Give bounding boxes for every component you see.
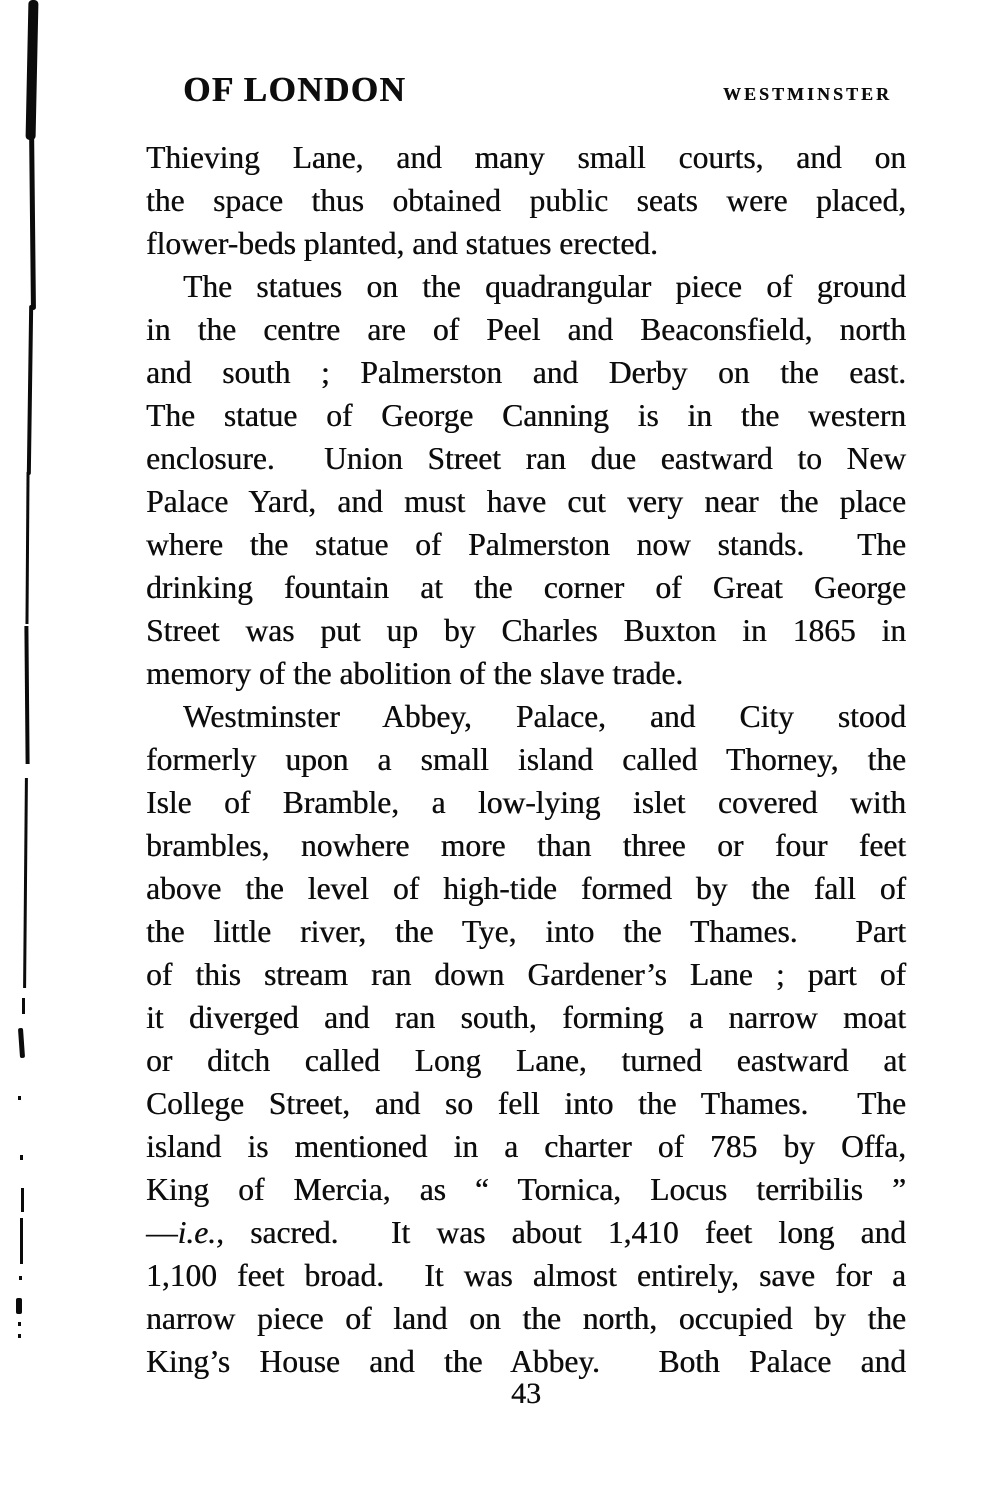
page-number: 43 — [511, 1377, 541, 1410]
text-line: Isle of Bramble, a low-lying islet covered with — [146, 785, 906, 820]
text-line: the little river, the Tye, into the Thames. Part — [146, 914, 906, 949]
page-title: OF LONDON — [183, 70, 407, 109]
text-line: brambles, nowhere more than three or four feet — [146, 828, 906, 863]
scan-artifact — [25, 472, 29, 624]
text-line: and south ; Palmerston and Derby on the east. — [146, 355, 906, 390]
text-line: narrow piece of land on the north, occupied by the — [146, 1301, 906, 1336]
text-line: Palace Yard, and must have cut very near the place — [146, 484, 906, 519]
text-line: King of Mercia, as “ Tornica, Locus terribilis ” — [146, 1172, 906, 1207]
scan-artifact — [18, 1322, 21, 1326]
text-line: drinking fountain at the corner of Great George — [146, 570, 906, 605]
text-line: island is mentioned in a charter of 785 by Offa, — [146, 1129, 906, 1164]
text-line: in the centre are of Peel and Beaconsfield, north — [146, 312, 906, 347]
scan-artifact — [27, 305, 33, 475]
text-line: formerly upon a small island called Thorney, the — [146, 742, 906, 777]
text-line: 1,100 feet broad. It was almost entirely, save for a — [146, 1258, 906, 1293]
text-line: College Street, and so fell into the Thames. The — [146, 1086, 906, 1121]
scan-artifact — [18, 1096, 21, 1100]
text-line: memory of the abolition of the slave trade. — [146, 656, 684, 691]
text-line: enclosure. Union Street ran due eastward to New — [146, 441, 906, 476]
text-block — [146, 136, 906, 1383]
scan-artifact — [16, 1298, 22, 1314]
text-line: The statues on the quadrangular piece of ground — [183, 269, 906, 304]
text-line: King’s House and the Abbey. Both Palace and — [146, 1344, 906, 1379]
text-line: above the level of high-tide formed by the fall of — [146, 871, 906, 906]
text-line: it diverged and ran south, forming a narrow moat — [146, 1000, 906, 1035]
text-line: where the statue of Palmerston now stands. The — [146, 527, 906, 562]
text-line: Thieving Lane, and many small courts, and on — [146, 140, 906, 175]
text-line: flower-beds planted, and statues erected. — [146, 226, 658, 261]
scan-artifact — [23, 778, 28, 988]
scan-artifact — [29, 128, 36, 310]
scan-artifact — [18, 1334, 21, 1338]
scan-artifact — [20, 1218, 23, 1264]
scan-artifact — [24, 626, 29, 764]
scan-artifact — [21, 1188, 24, 1212]
text-line: Street was put up by Charles Buxton in 1865 in — [146, 613, 906, 648]
text-line: Westminster Abbey, Palace, and City stood — [183, 699, 906, 734]
running-head: WESTMINSTER — [722, 84, 892, 104]
text-line: the space thus obtained public seats were placed, — [146, 183, 906, 218]
text-line: of this stream ran down Gardener’s Lane ; part of — [146, 957, 906, 992]
scan-artifact — [26, 0, 39, 140]
text-line: —i.e., sacred. It was about 1,410 feet long and — [146, 1215, 906, 1250]
scan-artifact — [22, 998, 25, 1014]
scan-artifact — [19, 1276, 22, 1280]
scan-artifact — [18, 1028, 25, 1058]
scan-artifact — [20, 1155, 23, 1160]
text-line: The statue of George Canning is in the western — [146, 398, 906, 433]
text-line: or ditch called Long Lane, turned eastward at — [146, 1043, 906, 1078]
